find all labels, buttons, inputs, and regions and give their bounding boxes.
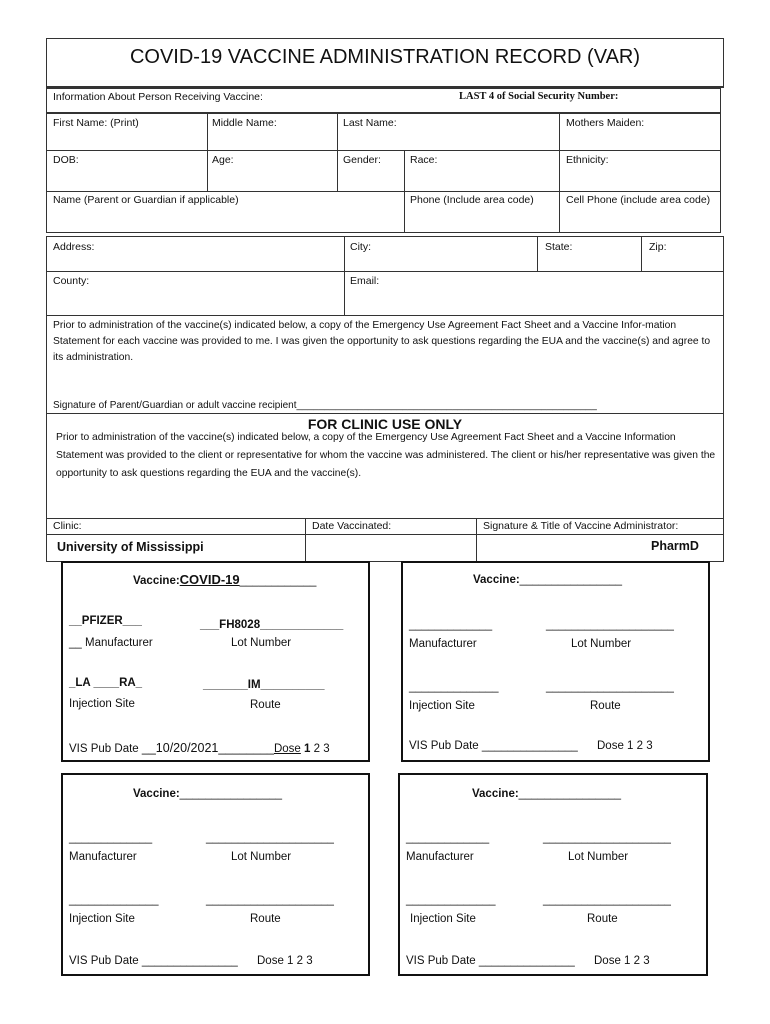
dose-label[interactable]: Dose 1 2 3 [597, 740, 653, 752]
vis-blank[interactable]: _______________ [481, 740, 578, 752]
manufacturer-label: Manufacturer [69, 851, 137, 863]
signature-line[interactable]: Signature of Parent/Guardian or adult vaccine recipient______________________________________________________ [53, 400, 597, 411]
county-field[interactable]: County: [53, 275, 90, 287]
ssn-label: LAST 4 of Social Security Number: [459, 91, 619, 102]
injection-site-blank[interactable]: ______________ [69, 894, 159, 906]
lot-value[interactable]: ___FH8028_____________ [200, 619, 344, 631]
guardian-name-field[interactable]: Name (Parent or Guardian if applicable) [53, 194, 239, 206]
injection-site-blank[interactable]: ______________ [409, 681, 499, 693]
manufacturer-value[interactable]: __PFIZER___ [69, 615, 142, 627]
ethnicity-field[interactable]: Ethnicity: [566, 154, 609, 166]
vaccine-value[interactable]: COVID-19 [179, 572, 240, 587]
vis-value[interactable]: __10/20/2021________ [141, 741, 274, 755]
zip-field[interactable]: Zip: [649, 241, 667, 253]
manufacturer-label: Manufacturer [406, 851, 474, 863]
vis-row: VIS Pub Date _______________ Dose 1 2 3 [406, 955, 650, 967]
injection-site-label: Injection Site [410, 913, 476, 925]
race-field[interactable]: Race: [410, 154, 438, 166]
manufacturer-label: __ Manufacturer [69, 637, 153, 649]
phone-field[interactable]: Phone (Include area code) [410, 194, 534, 206]
clinic-value[interactable]: University of Mississippi [57, 540, 204, 554]
dose-1[interactable]: 1 [304, 743, 311, 755]
clinic-label: Clinic: [53, 520, 82, 532]
middle-name-field[interactable]: Middle Name: [212, 117, 277, 129]
manufacturer-blank[interactable]: _____________ [406, 832, 490, 844]
state-field[interactable]: State: [545, 241, 573, 253]
route-label: Route [590, 700, 621, 712]
dob-field[interactable]: DOB: [53, 154, 79, 166]
cell-phone-field[interactable]: Cell Phone (include area code) [566, 194, 711, 206]
lot-label: Lot Number [231, 637, 292, 649]
dose-label[interactable]: Dose 1 2 3 [594, 955, 650, 967]
signature-title-label: Signature & Title of Vaccine Administrator: [483, 520, 679, 532]
consent-text: Prior to administration of the vaccine(s) indicated below, a copy of the Emergency Use Agreement Fact Sheet and a Vaccine Infor-mation Statement for each vaccine was provided to me. I was given the opportunity to ask questions regarding the EUA and the vaccine(s) and agree to its administration. [53, 320, 711, 363]
injection-site-value[interactable]: _LA ____RA_ [69, 677, 143, 689]
route-value[interactable]: _______IM__________ [203, 679, 325, 691]
age-field[interactable]: Age: [212, 154, 234, 166]
county-row [46, 271, 724, 316]
vaccine-label: Vaccine:________________ [473, 574, 623, 586]
dose-label[interactable]: Dose 1 2 3 [257, 955, 313, 967]
city-field[interactable]: City: [350, 241, 371, 253]
dob-row [46, 150, 721, 192]
first-name-field[interactable]: First Name: (Print) [53, 117, 139, 129]
lot-blank[interactable]: ____________________ [546, 619, 674, 631]
date-vaccinated-label: Date Vaccinated: [312, 520, 392, 532]
clinic-use-heading: FOR CLINIC USE ONLY [307, 416, 463, 432]
route-blank[interactable]: ____________________ [546, 681, 674, 693]
lot-label: Lot Number [568, 851, 629, 863]
route-blank[interactable]: ____________________ [543, 894, 671, 906]
vaccine-card-3 [61, 773, 370, 976]
dose-rest[interactable]: 2 3 [313, 743, 330, 755]
form-title: COVID-19 VACCINE ADMINISTRATION RECORD (VAR) [46, 38, 724, 88]
vaccine-card-4 [398, 773, 708, 976]
mothers-maiden-field[interactable]: Mothers Maiden: [566, 117, 645, 129]
injection-site-label: Injection Site [69, 698, 135, 710]
dose-label: Dose [273, 743, 301, 755]
vaccine-label: Vaccine:________________ [472, 788, 622, 800]
vis-row: VIS Pub Date _______________ Dose 1 2 3 [69, 955, 313, 967]
vaccine-label: Vaccine:________________ [133, 788, 283, 800]
vis-blank[interactable]: _______________ [478, 955, 575, 967]
address-row [46, 236, 724, 272]
vis-row: VIS Pub Date __10/20/2021________Dose 1 2 3 [69, 741, 330, 755]
route-label: Route [250, 699, 281, 711]
vaccine-card-2 [401, 561, 710, 762]
clinic-text: Prior to administration of the vaccine(s) indicated below, a copy of the Emergency Use Agreement Fact Sheet and a Vaccine Information Statement was provided to the client or representative for whom the vaccine was administered. The client or his/her representative was given the opportunity to ask questions regarding the EUA and the vaccine(s). [56, 432, 716, 479]
vaccine-label: Vaccine:COVID-19____________ [133, 572, 317, 587]
manufacturer-blank[interactable]: _____________ [69, 832, 153, 844]
route-blank[interactable]: ____________________ [206, 894, 334, 906]
vis-row: VIS Pub Date _______________ Dose 1 2 3 [409, 740, 653, 752]
injection-site-blank[interactable]: ______________ [406, 894, 496, 906]
lot-label: Lot Number [571, 638, 632, 650]
vaccine-card-1 [61, 561, 370, 762]
vis-blank[interactable]: _______________ [141, 955, 238, 967]
info-label: Information About Person Receiving Vaccine: [53, 91, 263, 103]
email-field[interactable]: Email: [350, 275, 380, 287]
lot-blank[interactable]: ____________________ [206, 832, 334, 844]
lot-blank[interactable]: ____________________ [543, 832, 671, 844]
manufacturer-blank[interactable]: _____________ [409, 619, 493, 631]
address-field[interactable]: Address: [53, 241, 95, 253]
admin-value[interactable]: PharmD [651, 539, 699, 553]
injection-site-label: Injection Site [69, 913, 135, 925]
lot-label: Lot Number [231, 851, 292, 863]
last-name-field[interactable]: Last Name: [343, 117, 397, 129]
gender-field[interactable]: Gender: [343, 154, 381, 166]
manufacturer-label: Manufacturer [409, 638, 477, 650]
route-label: Route [250, 913, 281, 925]
injection-site-label: Injection Site [409, 700, 475, 712]
route-label: Route [587, 913, 618, 925]
